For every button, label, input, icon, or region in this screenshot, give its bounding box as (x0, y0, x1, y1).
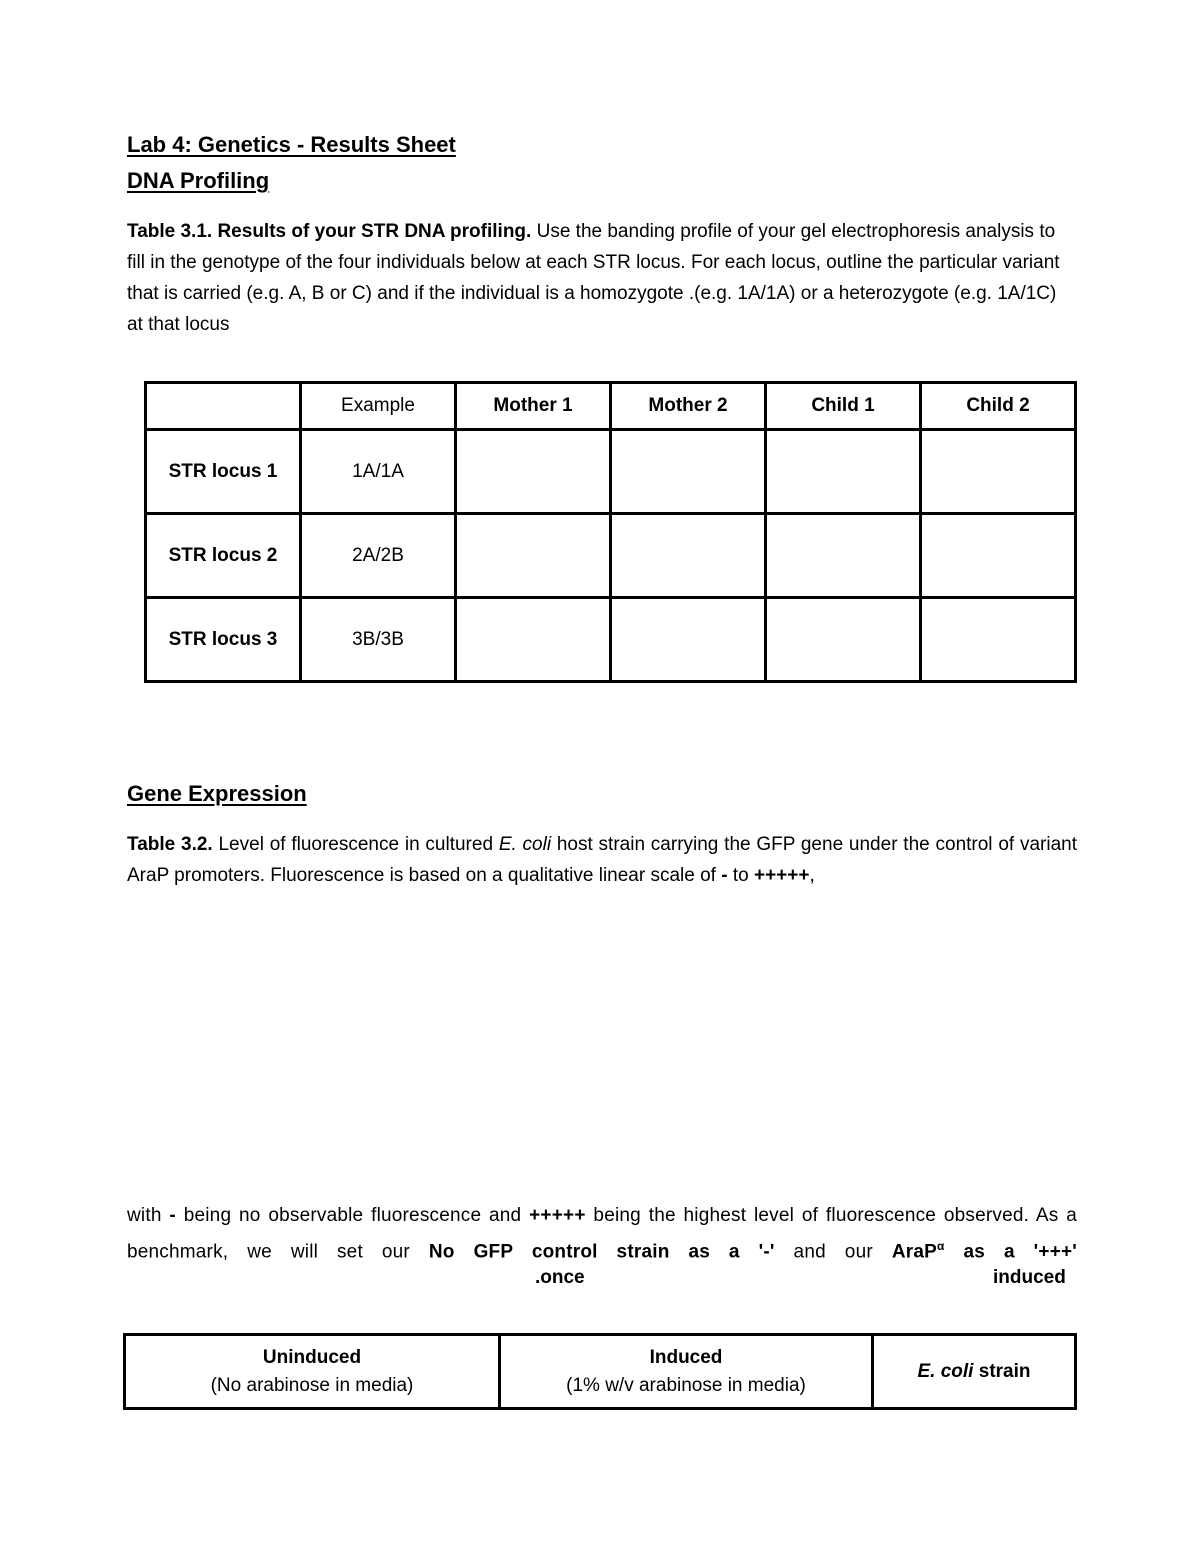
continued-text-part: with (127, 1205, 170, 1226)
page-title: Lab 4: Genetics - Results Sheet (127, 132, 456, 157)
fluorescence-table (123, 1333, 1077, 1410)
caption-text-part: host strain carrying the GFP gene under the control of variant AraP promoters. Fluorescence is based on a qualitative linear scale of (127, 834, 1077, 886)
induced-subtitle: (1% w/v arabinose in media) (566, 1374, 806, 1396)
genotype-cell-child-2[interactable] (921, 430, 1076, 514)
continued-text-part: being the highest level of fluorescence observed. As a benchmark, we will set our (127, 1205, 1077, 1263)
genotype-cell-child-1[interactable] (766, 514, 921, 598)
header-cell-example: Example (301, 383, 456, 430)
genotype-cell-mother-2[interactable] (611, 514, 766, 598)
induced-title: Induced (649, 1346, 723, 1368)
header-cell-induced (500, 1335, 873, 1409)
scale-minus: - (721, 865, 728, 886)
genotype-cell-child-2[interactable] (921, 514, 1076, 598)
table-3-2-caption-continued (127, 1200, 1077, 1267)
genotype-cell-mother-1[interactable] (456, 514, 611, 598)
header-cell-empty (146, 383, 301, 430)
genotype-cell-child-1[interactable] (766, 430, 921, 514)
table-3-2-caption (127, 829, 1077, 891)
header-cell-child-1: Child 1 (766, 383, 921, 430)
row-label: STR locus 2 (146, 514, 301, 598)
alpha-superscript: α (936, 1239, 945, 1253)
species-name: E. coli (917, 1360, 974, 1382)
genotype-cell-mother-1[interactable] (456, 598, 611, 682)
benchmark-control: No GFP control strain as a '-' (428, 1241, 775, 1263)
strain-label: strain (973, 1360, 1031, 1382)
caption-text-part: to (727, 865, 754, 886)
table-header-row (125, 1335, 1076, 1409)
section-heading-dna-profiling: DNA Profiling (127, 168, 270, 193)
example-cell: 3B/3B (301, 598, 456, 682)
header-cell-uninduced (125, 1335, 500, 1409)
induced-text: induced (993, 1267, 1066, 1288)
header-cell-child-2: Child 2 (921, 383, 1076, 430)
table-3-1-caption-label: Table 3.1. Results of your STR DNA profiling. (127, 221, 532, 242)
header-cell-mother-2: Mother 2 (611, 383, 766, 430)
table-3-2-caption-label: Table 3.2. (127, 834, 213, 855)
continued-text-part: and our (774, 1241, 892, 1263)
once-text: .once (535, 1267, 585, 1288)
header-cell-strain (873, 1335, 1076, 1409)
table-row (146, 430, 1076, 514)
section-heading-gene-expression: Gene Expression (127, 781, 307, 806)
table-3-1-caption-text: Use the banding profile of your gel electrophoresis analysis to fill in the genotype of the four individuals below at each STR locus. For each locus, outline the particular variant that is carried (e.g. A, B or C) and if the individual is a homozygote .(e.g. 1A/1A) or a heterozygote (e.g. 1A/1C) at that locus (127, 221, 1060, 335)
header-cell-mother-1: Mother 1 (456, 383, 611, 430)
genotype-cell-child-1[interactable] (766, 598, 921, 682)
table-row (146, 598, 1076, 682)
table-header-row (146, 383, 1076, 430)
benchmark-arap: AraP (891, 1241, 937, 1263)
uninduced-subtitle: (No arabinose in media) (210, 1374, 414, 1396)
table-row (146, 514, 1076, 598)
genotype-cell-mother-2[interactable] (611, 598, 766, 682)
genotype-cell-mother-1[interactable] (456, 430, 611, 514)
benchmark-arap-level: as a '+++' (944, 1241, 1078, 1263)
example-cell: 2A/2B (301, 514, 456, 598)
genotype-cell-child-2[interactable] (921, 598, 1076, 682)
example-cell: 1A/1A (301, 430, 456, 514)
scale-minus: - (169, 1205, 176, 1226)
table-3-1-caption (127, 216, 1077, 340)
scale-plus: +++++ (529, 1205, 586, 1226)
genotype-cell-mother-2[interactable] (611, 430, 766, 514)
str-profiling-table (144, 381, 1077, 683)
caption-text-part: , (809, 865, 815, 886)
species-name: E. coli (498, 834, 552, 855)
uninduced-title: Uninduced (262, 1346, 362, 1368)
continued-text-part: being no observable fluorescence and (175, 1205, 530, 1226)
row-label: STR locus 1 (146, 430, 301, 514)
row-label: STR locus 3 (146, 598, 301, 682)
scale-plus: +++++ (753, 865, 810, 886)
caption-text-part: Level of fluorescence in cultured (212, 834, 499, 855)
